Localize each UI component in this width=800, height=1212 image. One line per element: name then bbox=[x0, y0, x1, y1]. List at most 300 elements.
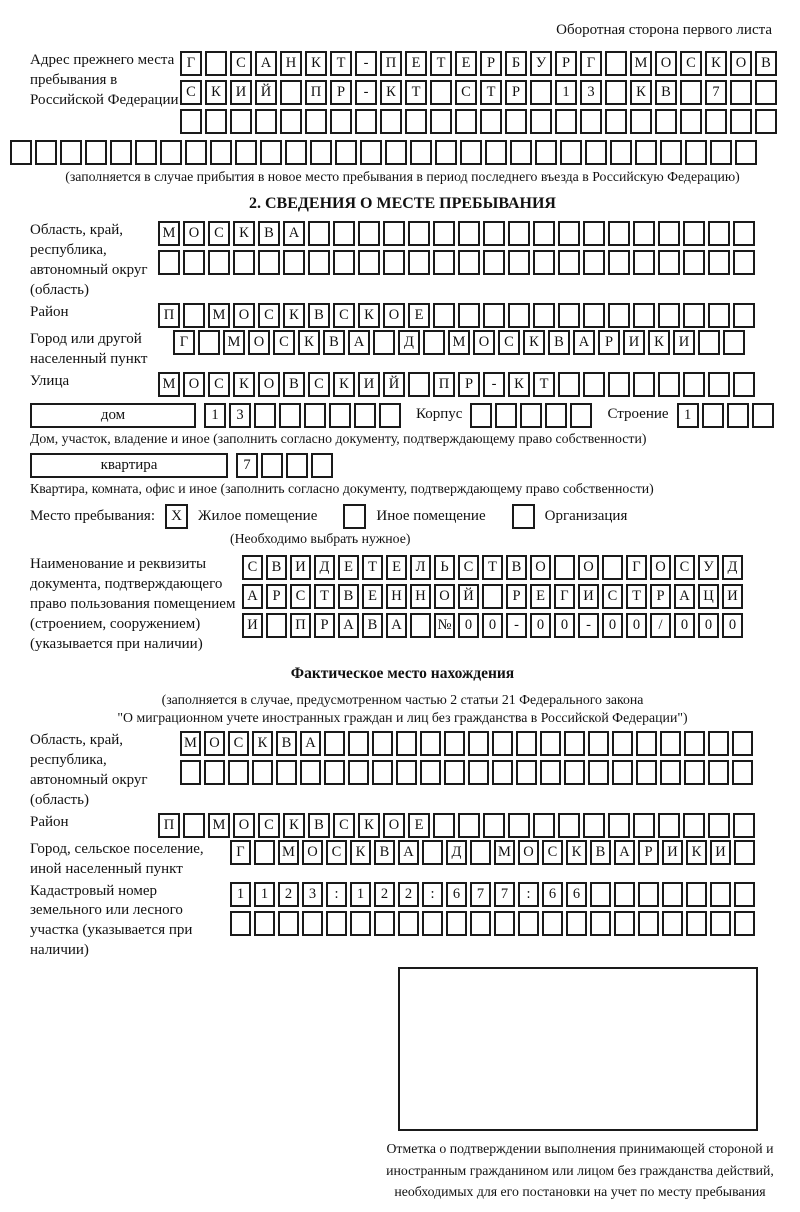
form-cell[interactable]: К bbox=[205, 80, 227, 105]
form-cell[interactable]: О bbox=[383, 303, 405, 328]
form-cell[interactable]: К bbox=[358, 303, 380, 328]
form-cell[interactable]: Т bbox=[533, 372, 555, 397]
form-cell[interactable]: А bbox=[398, 840, 419, 865]
form-cell[interactable] bbox=[485, 140, 507, 165]
form-cell[interactable] bbox=[710, 911, 731, 936]
form-cell[interactable]: Е bbox=[530, 584, 551, 609]
form-cell[interactable]: А bbox=[338, 613, 359, 638]
form-cell[interactable]: 6 bbox=[566, 882, 587, 907]
form-cell[interactable] bbox=[683, 221, 705, 246]
form-cell[interactable] bbox=[558, 372, 580, 397]
form-cell[interactable]: 0 bbox=[626, 613, 647, 638]
form-cell[interactable] bbox=[252, 760, 273, 785]
form-cell[interactable] bbox=[408, 372, 430, 397]
form-cell[interactable] bbox=[564, 731, 585, 756]
form-cell[interactable] bbox=[280, 109, 302, 134]
form-cell[interactable] bbox=[558, 813, 580, 838]
form-cell[interactable] bbox=[730, 80, 752, 105]
form-cell[interactable] bbox=[727, 403, 749, 428]
form-cell[interactable] bbox=[458, 303, 480, 328]
form-cell[interactable]: О bbox=[233, 813, 255, 838]
form-cell[interactable] bbox=[354, 403, 376, 428]
form-cell[interactable]: 1 bbox=[677, 403, 699, 428]
form-cell[interactable] bbox=[530, 109, 552, 134]
form-cell[interactable] bbox=[683, 813, 705, 838]
form-cell[interactable]: К bbox=[523, 330, 545, 355]
form-cell[interactable] bbox=[311, 453, 333, 478]
form-cell[interactable] bbox=[420, 760, 441, 785]
form-cell[interactable] bbox=[608, 372, 630, 397]
form-cell[interactable]: С bbox=[308, 372, 330, 397]
form-cell[interactable]: 0 bbox=[530, 613, 551, 638]
form-cell[interactable] bbox=[398, 911, 419, 936]
form-cell[interactable] bbox=[483, 250, 505, 275]
form-cell[interactable] bbox=[383, 221, 405, 246]
form-cell[interactable]: Г bbox=[173, 330, 195, 355]
form-cell[interactable] bbox=[583, 813, 605, 838]
form-cell[interactable] bbox=[733, 221, 755, 246]
form-cell[interactable]: Г bbox=[580, 51, 602, 76]
form-cell[interactable]: Й bbox=[255, 80, 277, 105]
form-cell[interactable]: В bbox=[323, 330, 345, 355]
form-cell[interactable]: С bbox=[326, 840, 347, 865]
form-cell[interactable] bbox=[280, 80, 302, 105]
form-cell[interactable] bbox=[470, 403, 492, 428]
form-cell[interactable] bbox=[379, 403, 401, 428]
form-cell[interactable] bbox=[708, 813, 730, 838]
form-cell[interactable] bbox=[533, 813, 555, 838]
form-cell[interactable] bbox=[755, 109, 777, 134]
form-cell[interactable]: М bbox=[278, 840, 299, 865]
form-cell[interactable] bbox=[350, 911, 371, 936]
form-cell[interactable] bbox=[468, 731, 489, 756]
form-cell[interactable]: К bbox=[233, 221, 255, 246]
form-cell[interactable]: Е bbox=[405, 51, 427, 76]
form-cell[interactable]: К bbox=[283, 813, 305, 838]
form-cell[interactable] bbox=[658, 303, 680, 328]
form-cell[interactable] bbox=[279, 403, 301, 428]
form-cell[interactable] bbox=[614, 882, 635, 907]
form-cell[interactable] bbox=[658, 250, 680, 275]
form-cell[interactable]: А bbox=[255, 51, 277, 76]
form-cell[interactable]: А bbox=[242, 584, 263, 609]
form-cell[interactable]: С bbox=[674, 555, 695, 580]
form-cell[interactable] bbox=[545, 403, 567, 428]
form-cell[interactable] bbox=[494, 911, 515, 936]
form-cell[interactable] bbox=[540, 731, 561, 756]
form-cell[interactable]: 1 bbox=[555, 80, 577, 105]
form-cell[interactable] bbox=[698, 330, 720, 355]
form-cell[interactable]: А bbox=[674, 584, 695, 609]
form-cell[interactable]: 0 bbox=[674, 613, 695, 638]
form-cell[interactable]: Р bbox=[505, 80, 527, 105]
form-cell[interactable] bbox=[708, 303, 730, 328]
form-cell[interactable] bbox=[708, 731, 729, 756]
form-cell[interactable]: Й bbox=[383, 372, 405, 397]
form-cell[interactable]: Р bbox=[480, 51, 502, 76]
form-cell[interactable] bbox=[608, 303, 630, 328]
form-cell[interactable] bbox=[588, 760, 609, 785]
form-cell[interactable]: О bbox=[578, 555, 599, 580]
form-cell[interactable]: : bbox=[422, 882, 443, 907]
form-cell[interactable]: В bbox=[755, 51, 777, 76]
form-cell[interactable] bbox=[300, 760, 321, 785]
form-cell[interactable] bbox=[638, 911, 659, 936]
form-cell[interactable]: И bbox=[710, 840, 731, 865]
form-cell[interactable] bbox=[205, 109, 227, 134]
form-cell[interactable]: Ь bbox=[434, 555, 455, 580]
form-cell[interactable] bbox=[660, 731, 681, 756]
form-cell[interactable]: О bbox=[204, 731, 225, 756]
form-cell[interactable] bbox=[505, 109, 527, 134]
form-cell[interactable] bbox=[580, 109, 602, 134]
form-cell[interactable]: К bbox=[298, 330, 320, 355]
form-cell[interactable]: М bbox=[448, 330, 470, 355]
form-cell[interactable]: А bbox=[283, 221, 305, 246]
form-cell[interactable] bbox=[608, 221, 630, 246]
form-cell[interactable] bbox=[660, 760, 681, 785]
form-cell[interactable] bbox=[685, 140, 707, 165]
form-cell[interactable] bbox=[554, 555, 575, 580]
form-cell[interactable] bbox=[555, 109, 577, 134]
form-cell[interactable]: - bbox=[483, 372, 505, 397]
form-cell[interactable] bbox=[286, 453, 308, 478]
form-cell[interactable] bbox=[570, 403, 592, 428]
form-cell[interactable]: Т bbox=[330, 51, 352, 76]
form-cell[interactable]: Д bbox=[398, 330, 420, 355]
form-cell[interactable] bbox=[385, 140, 407, 165]
form-cell[interactable] bbox=[324, 760, 345, 785]
form-cell[interactable]: С bbox=[458, 555, 479, 580]
form-cell[interactable] bbox=[230, 911, 251, 936]
form-cell[interactable]: С bbox=[208, 221, 230, 246]
form-cell[interactable]: Д bbox=[314, 555, 335, 580]
form-cell[interactable] bbox=[420, 731, 441, 756]
form-cell[interactable] bbox=[330, 109, 352, 134]
form-cell[interactable] bbox=[480, 109, 502, 134]
form-cell[interactable] bbox=[410, 140, 432, 165]
form-cell[interactable] bbox=[180, 109, 202, 134]
form-cell[interactable]: С bbox=[230, 51, 252, 76]
form-cell[interactable]: 0 bbox=[554, 613, 575, 638]
form-cell[interactable] bbox=[508, 250, 530, 275]
form-cell[interactable] bbox=[410, 613, 431, 638]
form-cell[interactable] bbox=[183, 813, 205, 838]
form-cell[interactable]: В bbox=[308, 303, 330, 328]
form-cell[interactable]: К bbox=[350, 840, 371, 865]
form-cell[interactable] bbox=[308, 221, 330, 246]
form-cell[interactable] bbox=[446, 911, 467, 936]
form-cell[interactable]: Р bbox=[555, 51, 577, 76]
form-cell[interactable] bbox=[283, 250, 305, 275]
form-cell[interactable]: 1 bbox=[230, 882, 251, 907]
form-cell[interactable] bbox=[708, 760, 729, 785]
form-cell[interactable]: К bbox=[305, 51, 327, 76]
form-cell[interactable]: О bbox=[473, 330, 495, 355]
form-cell[interactable]: 3 bbox=[580, 80, 602, 105]
form-cell[interactable] bbox=[710, 140, 732, 165]
form-cell[interactable]: 0 bbox=[698, 613, 719, 638]
form-cell[interactable]: 6 bbox=[446, 882, 467, 907]
form-cell[interactable]: К bbox=[508, 372, 530, 397]
form-cell[interactable] bbox=[304, 403, 326, 428]
form-cell[interactable]: - bbox=[355, 51, 377, 76]
form-cell[interactable] bbox=[285, 140, 307, 165]
form-cell[interactable] bbox=[258, 250, 280, 275]
form-cell[interactable]: / bbox=[650, 613, 671, 638]
form-cell[interactable] bbox=[468, 760, 489, 785]
form-cell[interactable]: К bbox=[333, 372, 355, 397]
form-cell[interactable] bbox=[560, 140, 582, 165]
form-cell[interactable] bbox=[633, 221, 655, 246]
form-cell[interactable]: В bbox=[258, 221, 280, 246]
form-cell[interactable] bbox=[510, 140, 532, 165]
form-cell[interactable]: : bbox=[518, 882, 539, 907]
form-cell[interactable] bbox=[348, 731, 369, 756]
form-cell[interactable]: М bbox=[158, 221, 180, 246]
form-cell[interactable] bbox=[708, 221, 730, 246]
form-cell[interactable] bbox=[470, 840, 491, 865]
form-cell[interactable]: А bbox=[300, 731, 321, 756]
form-cell[interactable] bbox=[135, 140, 157, 165]
form-cell[interactable] bbox=[558, 303, 580, 328]
form-cell[interactable]: Р bbox=[598, 330, 620, 355]
inoye-pomeshchenie-checkbox[interactable] bbox=[343, 504, 366, 529]
form-cell[interactable] bbox=[733, 250, 755, 275]
form-cell[interactable]: В bbox=[338, 584, 359, 609]
form-cell[interactable] bbox=[734, 840, 755, 865]
form-cell[interactable]: К bbox=[283, 303, 305, 328]
form-cell[interactable]: Т bbox=[480, 80, 502, 105]
zhiloye-pomeshchenie-checkbox[interactable]: X bbox=[165, 504, 188, 529]
form-cell[interactable] bbox=[180, 760, 201, 785]
form-cell[interactable] bbox=[708, 250, 730, 275]
form-cell[interactable]: 0 bbox=[602, 613, 623, 638]
form-cell[interactable]: П bbox=[158, 303, 180, 328]
form-cell[interactable]: С bbox=[680, 51, 702, 76]
form-cell[interactable]: 0 bbox=[722, 613, 743, 638]
form-cell[interactable] bbox=[183, 303, 205, 328]
form-cell[interactable]: Т bbox=[482, 555, 503, 580]
form-cell[interactable]: И bbox=[290, 555, 311, 580]
form-cell[interactable] bbox=[260, 140, 282, 165]
form-cell[interactable] bbox=[752, 403, 774, 428]
form-cell[interactable] bbox=[158, 250, 180, 275]
form-cell[interactable] bbox=[85, 140, 107, 165]
form-cell[interactable] bbox=[755, 80, 777, 105]
form-cell[interactable] bbox=[535, 140, 557, 165]
form-cell[interactable] bbox=[633, 250, 655, 275]
form-cell[interactable] bbox=[435, 140, 457, 165]
form-cell[interactable] bbox=[358, 250, 380, 275]
form-cell[interactable]: Е bbox=[362, 584, 383, 609]
form-cell[interactable] bbox=[492, 760, 513, 785]
form-cell[interactable]: В bbox=[308, 813, 330, 838]
form-cell[interactable] bbox=[605, 109, 627, 134]
form-cell[interactable]: Е bbox=[455, 51, 477, 76]
form-cell[interactable]: 0 bbox=[482, 613, 503, 638]
form-cell[interactable] bbox=[408, 221, 430, 246]
form-cell[interactable] bbox=[310, 140, 332, 165]
form-cell[interactable] bbox=[660, 140, 682, 165]
form-cell[interactable]: С bbox=[333, 813, 355, 838]
form-cell[interactable]: М bbox=[223, 330, 245, 355]
form-cell[interactable]: Р bbox=[330, 80, 352, 105]
form-cell[interactable]: Б bbox=[505, 51, 527, 76]
form-cell[interactable] bbox=[482, 584, 503, 609]
form-cell[interactable] bbox=[308, 250, 330, 275]
form-cell[interactable] bbox=[326, 911, 347, 936]
form-cell[interactable]: Е bbox=[338, 555, 359, 580]
form-cell[interactable] bbox=[355, 109, 377, 134]
form-cell[interactable]: Н bbox=[410, 584, 431, 609]
form-cell[interactable] bbox=[635, 140, 657, 165]
form-cell[interactable] bbox=[614, 911, 635, 936]
form-cell[interactable] bbox=[483, 221, 505, 246]
form-cell[interactable]: О bbox=[650, 555, 671, 580]
form-cell[interactable] bbox=[458, 813, 480, 838]
form-cell[interactable] bbox=[732, 731, 753, 756]
form-cell[interactable]: 3 bbox=[302, 882, 323, 907]
form-cell[interactable] bbox=[583, 372, 605, 397]
form-cell[interactable] bbox=[278, 911, 299, 936]
form-cell[interactable] bbox=[185, 140, 207, 165]
form-cell[interactable] bbox=[230, 109, 252, 134]
form-cell[interactable]: И bbox=[722, 584, 743, 609]
form-cell[interactable] bbox=[455, 109, 477, 134]
form-cell[interactable] bbox=[261, 453, 283, 478]
form-cell[interactable]: К bbox=[566, 840, 587, 865]
form-cell[interactable] bbox=[735, 140, 757, 165]
form-cell[interactable] bbox=[518, 911, 539, 936]
form-cell[interactable]: О bbox=[183, 372, 205, 397]
form-cell[interactable] bbox=[458, 250, 480, 275]
form-cell[interactable] bbox=[583, 250, 605, 275]
form-cell[interactable]: И bbox=[578, 584, 599, 609]
form-cell[interactable]: П bbox=[380, 51, 402, 76]
form-cell[interactable] bbox=[633, 813, 655, 838]
form-cell[interactable] bbox=[254, 911, 275, 936]
form-cell[interactable]: К bbox=[358, 813, 380, 838]
form-cell[interactable] bbox=[708, 372, 730, 397]
form-cell[interactable]: О bbox=[302, 840, 323, 865]
form-cell[interactable]: О bbox=[258, 372, 280, 397]
form-cell[interactable] bbox=[374, 911, 395, 936]
form-cell[interactable]: 2 bbox=[278, 882, 299, 907]
form-cell[interactable]: 7 bbox=[236, 453, 258, 478]
form-cell[interactable]: В bbox=[374, 840, 395, 865]
form-cell[interactable]: В bbox=[362, 613, 383, 638]
form-cell[interactable] bbox=[333, 221, 355, 246]
form-cell[interactable]: И bbox=[358, 372, 380, 397]
form-cell[interactable] bbox=[680, 80, 702, 105]
form-cell[interactable]: 7 bbox=[494, 882, 515, 907]
form-cell[interactable] bbox=[333, 250, 355, 275]
form-cell[interactable]: Л bbox=[410, 555, 431, 580]
form-cell[interactable]: 7 bbox=[470, 882, 491, 907]
form-cell[interactable] bbox=[396, 760, 417, 785]
form-cell[interactable] bbox=[684, 760, 705, 785]
form-cell[interactable]: Р bbox=[458, 372, 480, 397]
form-cell[interactable] bbox=[360, 140, 382, 165]
form-cell[interactable]: В bbox=[276, 731, 297, 756]
form-cell[interactable] bbox=[520, 403, 542, 428]
form-cell[interactable] bbox=[533, 250, 555, 275]
form-cell[interactable]: У bbox=[698, 555, 719, 580]
form-cell[interactable]: Ц bbox=[698, 584, 719, 609]
form-cell[interactable] bbox=[235, 140, 257, 165]
form-cell[interactable]: К bbox=[233, 372, 255, 397]
form-cell[interactable] bbox=[358, 221, 380, 246]
form-cell[interactable]: 1 bbox=[204, 403, 226, 428]
form-cell[interactable]: 1 bbox=[350, 882, 371, 907]
form-cell[interactable] bbox=[483, 813, 505, 838]
form-cell[interactable]: О bbox=[434, 584, 455, 609]
form-cell[interactable]: С bbox=[258, 813, 280, 838]
form-cell[interactable]: Г bbox=[230, 840, 251, 865]
form-cell[interactable]: Р bbox=[650, 584, 671, 609]
form-cell[interactable]: М bbox=[208, 813, 230, 838]
form-cell[interactable] bbox=[564, 760, 585, 785]
form-cell[interactable] bbox=[254, 840, 275, 865]
form-cell[interactable]: К bbox=[252, 731, 273, 756]
form-cell[interactable]: В bbox=[266, 555, 287, 580]
form-cell[interactable] bbox=[583, 221, 605, 246]
form-cell[interactable]: С bbox=[333, 303, 355, 328]
form-cell[interactable]: 2 bbox=[374, 882, 395, 907]
form-cell[interactable]: Т bbox=[626, 584, 647, 609]
form-cell[interactable] bbox=[483, 303, 505, 328]
form-cell[interactable] bbox=[705, 109, 727, 134]
form-cell[interactable]: Т bbox=[405, 80, 427, 105]
form-cell[interactable]: 2 bbox=[398, 882, 419, 907]
form-cell[interactable] bbox=[405, 109, 427, 134]
form-cell[interactable] bbox=[686, 911, 707, 936]
form-cell[interactable]: - bbox=[578, 613, 599, 638]
form-cell[interactable] bbox=[208, 250, 230, 275]
organizatsiya-checkbox[interactable] bbox=[512, 504, 535, 529]
form-cell[interactable]: : bbox=[326, 882, 347, 907]
form-cell[interactable]: О bbox=[248, 330, 270, 355]
form-cell[interactable] bbox=[686, 882, 707, 907]
form-cell[interactable]: Д bbox=[446, 840, 467, 865]
form-cell[interactable]: С bbox=[455, 80, 477, 105]
form-cell[interactable]: С bbox=[208, 372, 230, 397]
form-cell[interactable]: Т bbox=[430, 51, 452, 76]
form-cell[interactable]: А bbox=[614, 840, 635, 865]
form-cell[interactable]: М bbox=[180, 731, 201, 756]
form-cell[interactable]: А bbox=[573, 330, 595, 355]
form-cell[interactable] bbox=[324, 731, 345, 756]
form-cell[interactable] bbox=[684, 731, 705, 756]
form-cell[interactable] bbox=[422, 911, 443, 936]
form-cell[interactable] bbox=[433, 221, 455, 246]
form-cell[interactable] bbox=[302, 911, 323, 936]
form-cell[interactable] bbox=[10, 140, 32, 165]
form-cell[interactable]: П bbox=[290, 613, 311, 638]
form-cell[interactable] bbox=[516, 760, 537, 785]
form-cell[interactable] bbox=[372, 731, 393, 756]
form-cell[interactable] bbox=[329, 403, 351, 428]
form-cell[interactable] bbox=[460, 140, 482, 165]
form-cell[interactable] bbox=[612, 760, 633, 785]
form-cell[interactable]: Е bbox=[408, 813, 430, 838]
form-cell[interactable] bbox=[605, 51, 627, 76]
form-cell[interactable] bbox=[205, 51, 227, 76]
form-cell[interactable]: К bbox=[648, 330, 670, 355]
form-cell[interactable] bbox=[733, 372, 755, 397]
form-cell[interactable] bbox=[110, 140, 132, 165]
